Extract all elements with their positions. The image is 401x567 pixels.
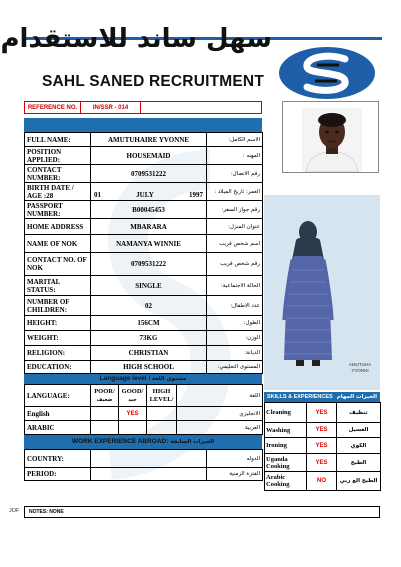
field-value: HOUSEMAID xyxy=(91,147,207,165)
field-label-arabic: الاسم الكامل: xyxy=(207,133,263,147)
skill-name-arabic: تنظيف xyxy=(337,403,381,423)
field-label-arabic: الوزن: xyxy=(207,331,263,346)
skills-table xyxy=(264,402,381,491)
profile-section xyxy=(24,118,262,481)
field-label: EDUCATION: xyxy=(25,361,91,374)
table-row xyxy=(25,276,263,296)
skills-header xyxy=(264,392,380,402)
field-value: 0709531222 xyxy=(91,253,207,276)
field-label-arabic: الطول: xyxy=(207,316,263,331)
field-label: PERIOD: xyxy=(25,468,91,481)
language-poor xyxy=(91,407,119,421)
field-value xyxy=(91,468,207,481)
field-label: NAME OF NOK xyxy=(25,235,91,253)
caption-line: AMUTUHA xyxy=(348,362,372,367)
language-good: YES xyxy=(119,407,147,421)
field-label: RELIGION: xyxy=(25,346,91,361)
language-section-title: Language level xyxy=(99,375,147,382)
portrait-image xyxy=(302,108,362,172)
field-label-arabic: عدد الاطفال: xyxy=(207,296,263,316)
table-row xyxy=(265,403,381,423)
field-label: POSITION APPLIED: xyxy=(25,147,91,165)
table-row xyxy=(25,253,263,276)
skills-title: SKILLS & EXPERIENCES xyxy=(267,394,333,400)
table-row xyxy=(265,438,381,454)
table-row xyxy=(265,454,381,472)
field-label-arabic: العمر: تاريخ الميلاد : xyxy=(207,183,263,201)
field-value: HIGH SCHOOL xyxy=(91,361,207,374)
skill-name-arabic: الكوي xyxy=(337,438,381,454)
reference-bar xyxy=(24,101,262,114)
skills-title-arabic: الخبرات المهام xyxy=(336,394,377,400)
field-value: B00045453 xyxy=(91,201,207,219)
skill-value: YES xyxy=(307,454,337,472)
experience-section-header xyxy=(24,435,262,449)
table-row xyxy=(25,219,263,235)
field-label-arabic: عنوان المنزل: xyxy=(207,219,263,235)
skill-name: Arabic Cooking xyxy=(265,472,307,491)
field-value: 02 xyxy=(91,296,207,316)
table-row xyxy=(25,296,263,316)
experience-section-title: WORK EXPERIENCE ABROAD: xyxy=(71,438,169,445)
reference-value: IN/SSR - 014 xyxy=(81,102,141,113)
skill-name: Uganda Cooking xyxy=(265,454,307,472)
photo-caption xyxy=(342,362,378,374)
birth-year: 1997 xyxy=(188,191,203,199)
language-name: ARABIC xyxy=(25,421,91,435)
field-label-arabic: الديانة: xyxy=(207,346,263,361)
field-label: COUNTRY: xyxy=(25,450,91,468)
field-label: MARITAL STATUS: xyxy=(25,276,91,296)
side-text: JOF xyxy=(9,508,20,514)
table-row xyxy=(25,346,263,361)
field-label: NUMBER OF CHILDREN: xyxy=(25,296,91,316)
field-label: FULL NAME: xyxy=(25,133,91,147)
field-value: 73KG xyxy=(91,331,207,346)
field-value: 156CM xyxy=(91,316,207,331)
table-row xyxy=(25,468,263,481)
language-section-header: Language level / مستوى اللغة xyxy=(24,374,262,384)
field-label-arabic: المهنه : xyxy=(207,147,263,165)
table-row xyxy=(25,450,263,468)
field-label: HEIGHT: xyxy=(25,316,91,331)
good-column-header xyxy=(119,385,147,407)
field-label-arabic: المستوى التعليمي: xyxy=(207,361,263,374)
table-row xyxy=(25,201,263,219)
field-label: PASSPORT NUMBER: xyxy=(25,201,91,219)
field-label: WEIGHT: xyxy=(25,331,91,346)
good-label-arabic: جيد xyxy=(128,396,137,403)
language-header-label: LANGUAGE: xyxy=(25,385,91,407)
skill-value: YES xyxy=(307,438,337,454)
skill-value: NO xyxy=(307,472,337,491)
language-header-arabic: اللغة xyxy=(177,385,263,407)
poor-label-arabic: ضعيف xyxy=(96,396,113,403)
table-row xyxy=(25,147,263,165)
field-value: 0709531222 xyxy=(91,165,207,183)
language-high xyxy=(147,421,177,435)
table-row xyxy=(25,133,263,147)
table-row xyxy=(265,472,381,491)
language-section-title-arabic: مستوى اللغة xyxy=(152,376,187,382)
field-label-arabic: اسم شخص قريب xyxy=(207,235,263,253)
field-label: HOME ADDRESS xyxy=(25,219,91,235)
table-row xyxy=(25,316,263,331)
field-value: MBARARA xyxy=(91,219,207,235)
company-title-arabic: سهل ساند للاستقدام xyxy=(0,24,272,54)
skill-name-arabic: الطبخ الع ربي xyxy=(337,472,381,491)
notes-value: NONE xyxy=(49,509,64,515)
reference-label: REFERENCE NO. xyxy=(25,102,81,113)
language-good xyxy=(119,421,147,435)
birth-date-value xyxy=(91,183,207,201)
language-high xyxy=(147,407,177,421)
language-header-row xyxy=(25,385,263,407)
poor-label: POOR/ xyxy=(94,387,115,395)
field-value: CHRISTIAN xyxy=(91,346,207,361)
table-row xyxy=(265,423,381,438)
birth-row xyxy=(25,183,263,201)
table-row xyxy=(25,165,263,183)
field-label-arabic: رقم جواز السفر: xyxy=(207,201,263,219)
table-row xyxy=(25,331,263,346)
field-label-arabic: رقم شخص قريب xyxy=(207,253,263,276)
language-name-arabic: العربية xyxy=(177,421,263,435)
skill-name: Washing xyxy=(265,423,307,438)
field-label-arabic: الدوله xyxy=(207,450,263,468)
notes-bar xyxy=(24,506,380,518)
language-name: English xyxy=(25,407,91,421)
experience-table xyxy=(24,449,263,481)
table-row xyxy=(25,235,263,253)
skill-name-arabic: الغسيل xyxy=(337,423,381,438)
skill-name: Ironing xyxy=(265,438,307,454)
skill-value: YES xyxy=(307,403,337,423)
field-label: CONTACT NO. OF NOK xyxy=(25,253,91,276)
birth-day: 01 xyxy=(94,191,101,199)
field-label-arabic: الفترة الزمنية xyxy=(207,468,263,481)
field-label-arabic: الحالة الاجتماعية: xyxy=(207,276,263,296)
skill-value: YES xyxy=(307,423,337,438)
field-value: SINGLE xyxy=(91,276,207,296)
poor-column-header xyxy=(91,385,119,407)
language-table xyxy=(24,384,263,435)
skill-name: Cleaning xyxy=(265,403,307,423)
language-name-arabic: الانجليزي xyxy=(177,407,263,421)
profile-header-bar xyxy=(24,118,262,132)
field-label: CONTACT NUMBER: xyxy=(25,165,91,183)
table-row xyxy=(25,407,263,421)
company-logo-icon xyxy=(277,45,377,101)
table-row xyxy=(25,421,263,435)
portrait-photo xyxy=(282,101,379,173)
field-label: BIRTH DATE / AGE :28 xyxy=(25,183,91,201)
high-column-header: HIGH LEVEL/ xyxy=(147,385,177,407)
caption-line: YVONNI xyxy=(351,368,369,373)
notes-label: NOTES: xyxy=(29,509,48,515)
language-poor xyxy=(91,421,119,435)
field-value: AMUTUHAIRE YVONNE xyxy=(91,133,207,147)
good-label: GOOD/ xyxy=(121,387,144,395)
company-title-english: SAHL SANED RECRUITMENT xyxy=(42,73,264,90)
profile-table xyxy=(24,132,263,374)
experience-section-title-arabic: الخبرات السابقة xyxy=(170,439,215,445)
table-row xyxy=(25,361,263,374)
birth-month: JULY xyxy=(136,191,154,199)
field-value xyxy=(91,450,207,468)
field-value: NAMANYA WINNIE xyxy=(91,235,207,253)
skill-name-arabic: الطبخ xyxy=(337,454,381,472)
field-label-arabic: رقم الاتصال: xyxy=(207,165,263,183)
fullbody-photo-top xyxy=(264,195,380,210)
